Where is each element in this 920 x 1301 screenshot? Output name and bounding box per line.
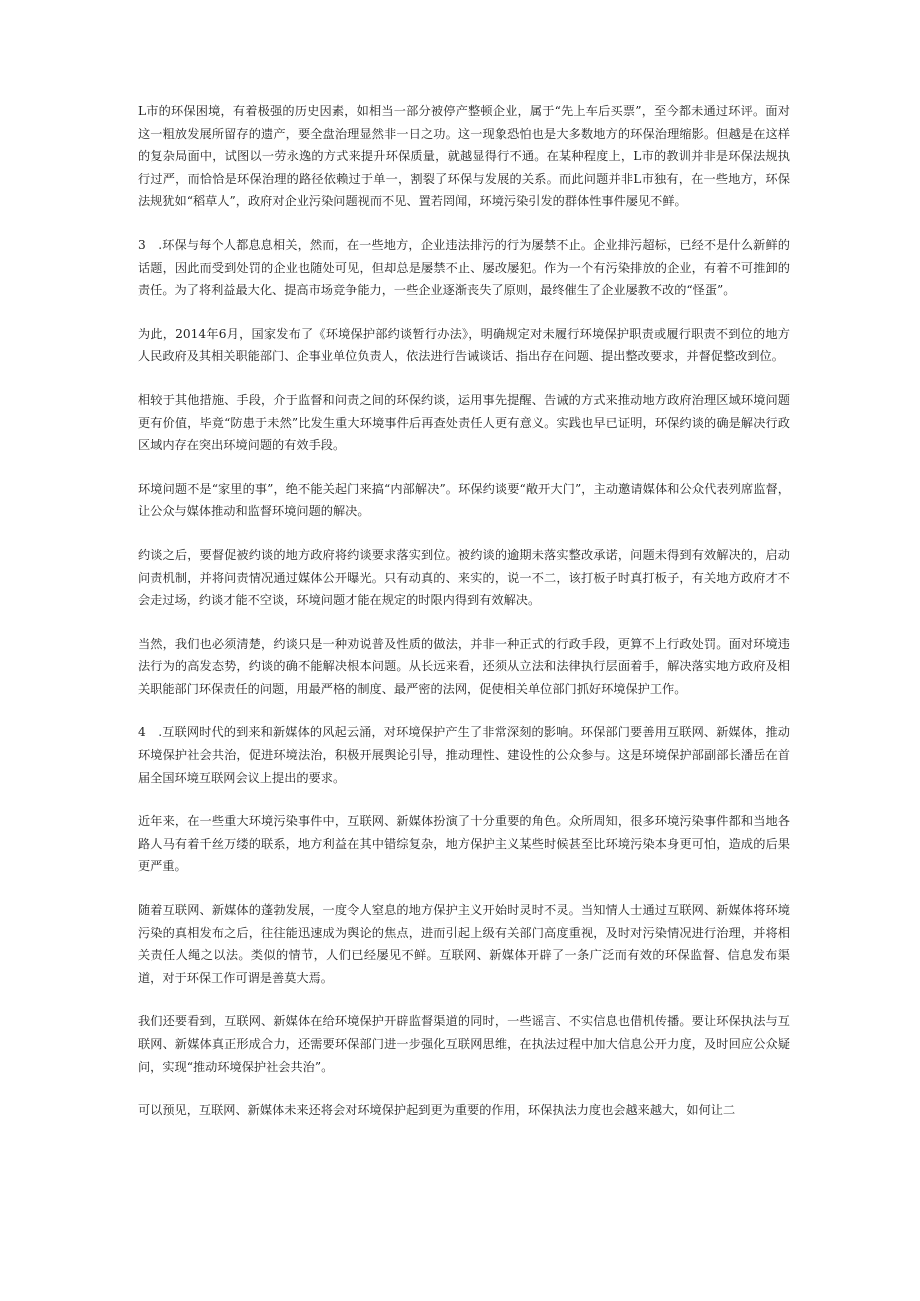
paragraph-4: 相较于其他措施、手段，介于监督和问责之间的环保约谈，运用事先提醒、告诫的方式来推动地方政府治理区域环境问题更有价值，毕竟“防患于未然”比发生重大环境事件后再查处责任人更有意义。实践也早已证明，环保约谈的确是解决行政区域内存在突出环境问题的有效手段。 bbox=[138, 392, 790, 453]
paragraph-6: 约谈之后，要督促被约谈的地方政府将约谈要求落实到位。被约谈的逾期未落实整改承诺，问题未得到有效解决的，启动问责机制，并将问责情况通过媒体公开曝光。只有动真的、来实的，说一不二，该打板子时真打板子，有关地方政府才不会走过场，约谈才能不空谈，环境问题才能在规定的时限内得到有效解决。 bbox=[138, 547, 790, 608]
paragraph-7: 当然，我们也必须清楚，约谈只是一种劝说普及性质的做法，并非一种正式的行政手段，更算不上行政处罚。面对环境违法行为的高发态势，约谈的确不能解决根本问题。从长远来看，还须从立法和法律执行层面着手，解决落实地方政府及相关职能部门环保责任的问题，用最严格的制度、最严密的法网，促使相关单位部门抓好环境保护工作。 bbox=[138, 636, 790, 696]
paragraph-10: 随着互联网、新媒体的蓬勃发展，一度令人窒息的地方保护主义开始时灵时不灵。当知情人士通过互联网、新媒体将环境污染的真相发布之后，往往能迅速成为舆论的焦点，进而引起上级有关部门高度重视，及时对污染情况进行治理，并将相关责任人绳之以法。类似的情节，人们已经屡见不鲜。互联网、新媒体开辟了一条广泛而有效的环保监督、信息发布渠道，对于环保工作可谓是善莫大焉。 bbox=[138, 903, 790, 985]
paragraph-12: 可以预见，互联网、新媒体未来还将会对环境保护起到更为重要的作用，环保执法力度也会越来越大，如何让二 bbox=[138, 1103, 736, 1118]
paragraph-2: 3 .环保与每个人都息息相关，然而，在一些地方，企业违法排污的行为屡禁不止。企业排污超标，已经不是什么新鲜的话题，因此而受到处罚的企业也随处可见，但却总是屡禁不止、屡改屡犯。作为一个有污染排放的企业，有着不可推卸的责任。为了将利益最大化、提高市场竞争能力，一些企业逐渐丧失了原则，最终催生了企业屡教不改的“怪蛋”。 bbox=[138, 237, 790, 298]
paragraph-8: 4 .互联网时代的到来和新媒体的风起云涌，对环境保护产生了非常深刻的影响。环保部门要善用互联网、新媒体，推动环境保护社会共治，促进环境法治，积极开展舆论引导，推动理性、建设性的公众参与。这是环境保护部副部长潘岳在首届全国环境互联网会议上提出的要求。 bbox=[138, 725, 790, 785]
paragraph-5: 环境问题不是“家里的事”，绝不能关起门来搞“内部解决”。环保约谈要“敞开大门”，主动邀请媒体和公众代表列席监督，让公众与媒体推动和监督环境问题的解决。 bbox=[138, 481, 790, 519]
paragraph-1: L市的环保困境，有着极强的历史因素，如相当一部分被停产整顿企业，属于“先上车后买票”，至今都未通过环评。面对这一粗放发展所留存的遗产，要全盘治理显然非一日之功。这一现象恐怕也是大多数地方的环保治理缩影。但越是在这样的复杂局面中，试图以一劳永逸的方式来提升环保质量，就越显得行不通。在某种程度上，L市的教训并非是环保法规执行过严，而恰恰是环保治理的路径依赖过于单一，割裂了环保与发展的关系。而此问题并非L市独有，在一些地方，环保法规犹如“稻草人”，政府对企业污染问题视而不见、置若罔闻，环境污染引发的群体性事件屡见不鲜。 bbox=[138, 104, 790, 209]
paragraph-3: 为此，2014年6月，国家发布了《环境保护部约谈暂行办法》，明确规定对未履行环境保护职责或履行职责不到位的地方人民政府及其相关职能部门、企事业单位负责人，依法进行告诫谈话、指出存在问题、提出整改要求，并督促整改到位。 bbox=[138, 326, 790, 364]
paragraph-9: 近年来，在一些重大环境污染事件中，互联网、新媒体扮演了十分重要的角色。众所周知，很多环境污染事件都和当地各路人马有着千丝万缕的联系，地方利益在其中错综复杂，地方保护主义某些时候甚至比环境污染本身更可怕，造成的后果更严重。 bbox=[138, 814, 790, 874]
document-body bbox=[138, 100, 790, 1122]
paragraph-11: 我们还要看到，互联网、新媒体在给环境保护开辟监督渠道的同时，一些谣言、不实信息也借机传播。要让环保执法与互联网、新媒体真正形成合力，还需要环保部门进一步强化互联网思维，在执法过程中加大信息公开力度，及时回应公众疑问，实现“推动环境保护社会共治”。 bbox=[138, 1014, 790, 1074]
